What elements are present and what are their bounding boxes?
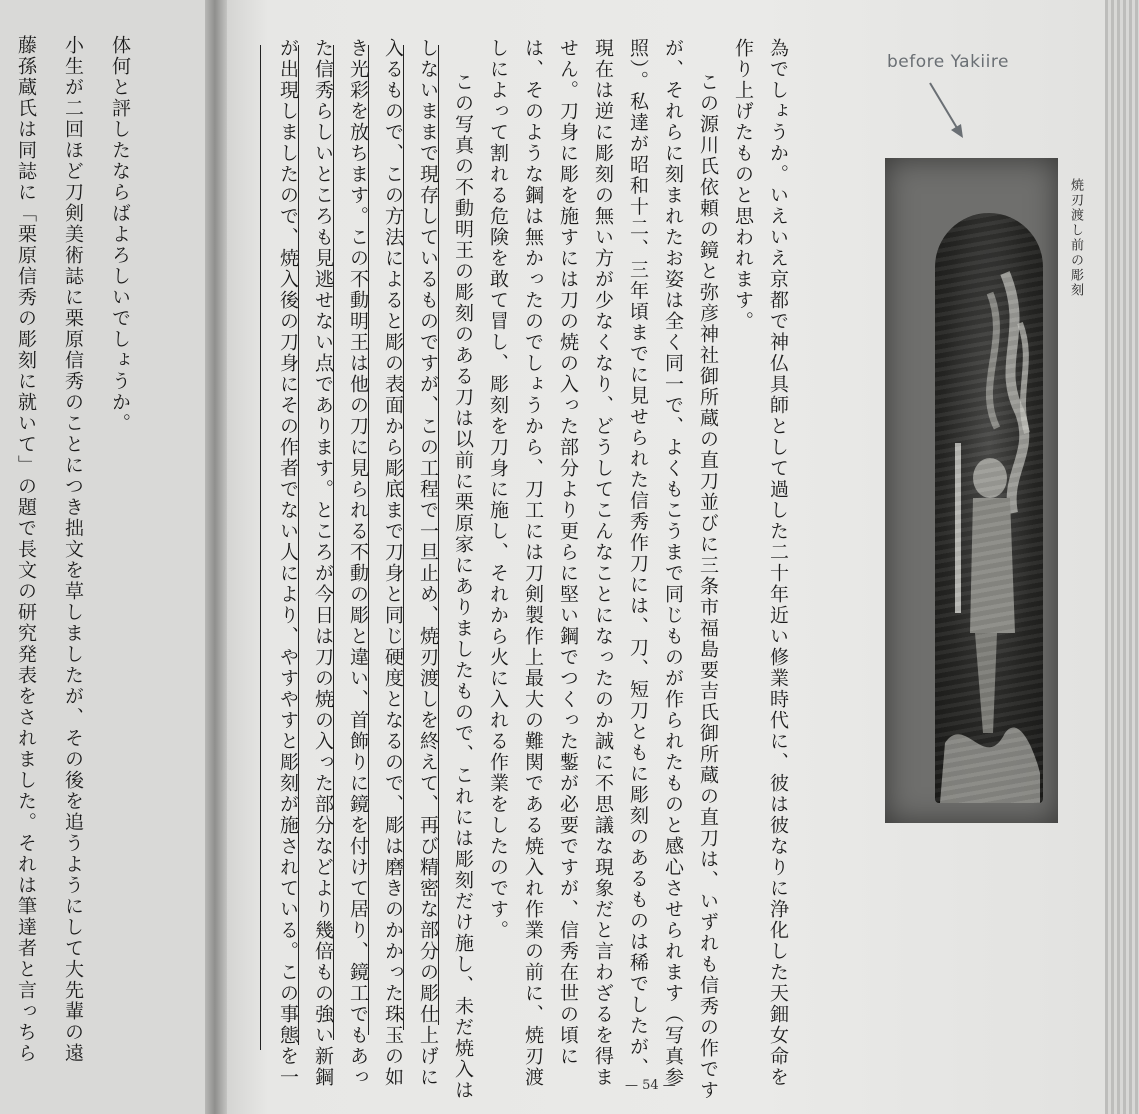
left-column-2: 小生が二回ほど刀剣美術誌に栗原信秀のことにつき拙文を草しましたが、その後を追うようにして大先輩の遠 — [62, 35, 84, 1064]
emphasis-rule — [298, 45, 299, 1045]
annotation-label: before Yakiire — [887, 52, 1009, 72]
photo-caption: 焼刃渡し前の彫刻 — [1068, 178, 1083, 298]
body-column-15: が出現しましたので、焼入後の刀身にその作者でない人により、やすやすと彫刻が施されている。この事態を一 — [277, 38, 299, 1088]
body-column-3: この源川氏依頼の鏡と弥彦神社御所蔵の直刀並びに三条市福島要吉氏御所蔵の直刀は、いずれも信秀の作です — [697, 72, 719, 1101]
emphasis-rule — [403, 45, 404, 1030]
emphasis-rule — [368, 45, 369, 1035]
left-column-1: 藤孫蔵氏は同誌に「栗原信秀の彫刻に就いて」の題で長文の研究発表をされました。それは筆達者と言っちら — [15, 35, 37, 1064]
page-edge — [1105, 0, 1139, 1114]
body-column-11: しないままで現存しているものですが、この工程で一旦止め、焼刃渡しを終えて、再び精密な部分の彫仕上げに — [417, 38, 439, 1088]
body-column-1: 為でしょうか。いえいえ京都で神仏具師として過した二十年近い修業時代に、彼は彼なりに浄化した天鈿女命を — [767, 38, 789, 1088]
book-gutter — [205, 0, 227, 1114]
carving-photo — [885, 158, 1058, 823]
body-column-7: せん。刀身に彫を施すには刀の焼の入った部分より更らに堅い鋼でつくった鏨が必要ですが、信秀在世の頃に — [557, 38, 579, 1067]
body-column-13: き光彩を放ちます。この不動明王は他の刀に見られる不動の彫と違い、首飾りに鏡を付けて居り、鏡工でもあっ — [347, 38, 369, 1088]
emphasis-rule — [438, 45, 439, 1025]
annotation-arrow-icon — [925, 78, 970, 143]
body-column-8: は、そのような鋼は無かったのでしょうから、刀工には刀剣製作上最大の難関である焼入れ作業の前に、焼刃渡 — [522, 38, 544, 1088]
body-column-6: 現在は逆に彫刻の無い方が少なくなり、どうしてこんなことになったのか誠に不思議な現象だと言わざるを得ま — [592, 38, 614, 1088]
body-column-4: が、それらに刻まれたお姿は全く同一で、よくもこうまで同じものが作られたものと感心させられます（写真参 — [662, 38, 684, 1088]
body-column-2: 作り上げたものと思われます。 — [732, 38, 754, 332]
body-column-12: 入るもので、この方法によると彫の表面から彫底まで刀身と同じ硬度となるので、彫は磨きのかかった珠玉の如 — [382, 38, 404, 1088]
body-column-9: しによって割れる危険を敢て冒し、彫刻を刀身に施し、それから火に入れる作業をしたのです。 — [487, 38, 509, 941]
left-column-3: 体何と評したならばよろしいでしょうか。 — [109, 35, 131, 434]
emphasis-rule — [333, 45, 334, 1040]
page-number: — 54 — — [625, 1078, 676, 1093]
body-column-5: 照）。私達が昭和十二、三年頃までに見せられた信秀作刀には、刀、短刀ともに彫刻のあるものは稀でしたが、 — [627, 38, 649, 1079]
body-column-10: この写真の不動明王の彫刻のある刀は以前に栗原家にありましたもので、これには彫刻だけ施し、未だ焼入は — [452, 72, 474, 1101]
carving-panel — [935, 213, 1043, 803]
body-column-14: た信秀らしいところも見逃せない点であります。ところが今日は刀の焼の入った部分などより幾倍もの強い新鋼 — [312, 38, 334, 1088]
emphasis-rule — [260, 45, 261, 1050]
